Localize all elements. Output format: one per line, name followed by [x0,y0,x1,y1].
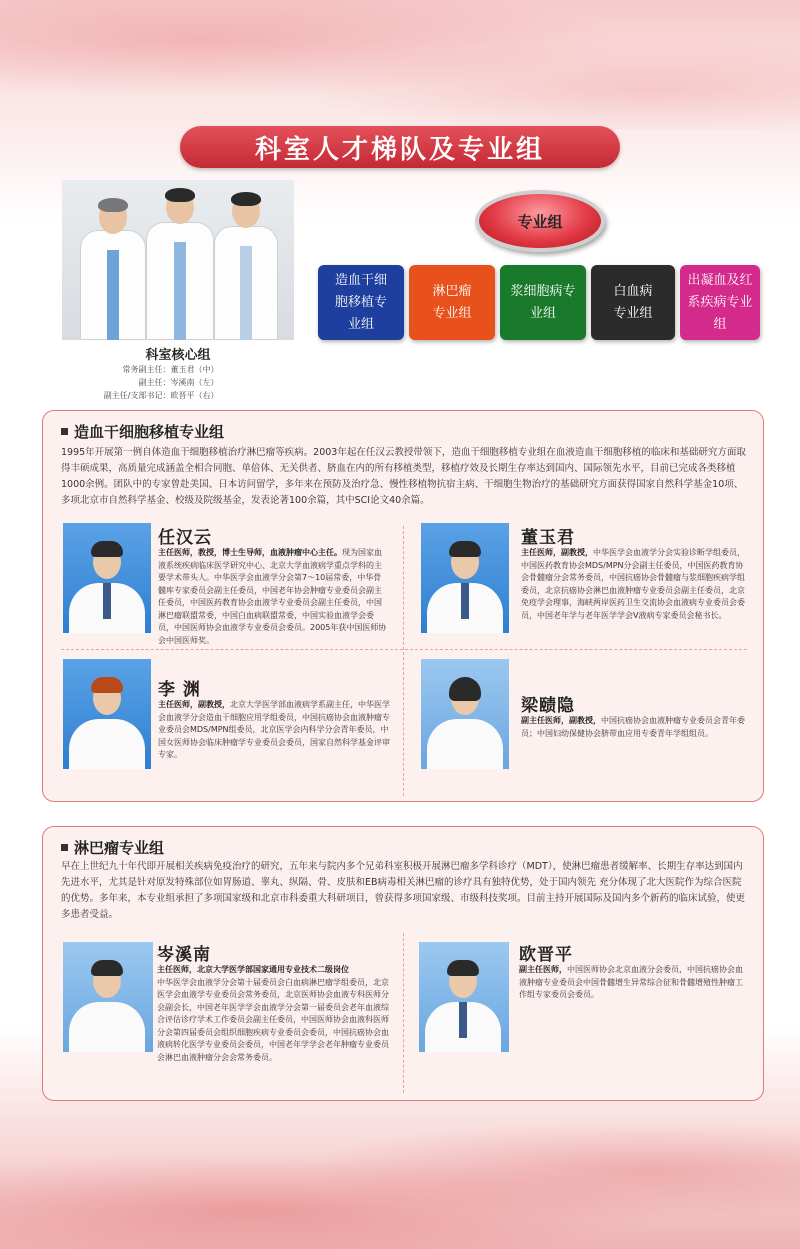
doctor-title: 主任医师，副教授， [158,700,230,709]
background-bottom-decoration [0,1110,800,1249]
doctor-name: 李 渊 [158,680,201,700]
doctor-photo [63,942,153,1052]
specialty-label: 造血干细胞移植专业组 [334,272,387,332]
role-label: 副主任： [138,378,171,387]
doctor-bio [519,964,749,1002]
section-lymphoma-panel [42,826,764,1101]
doctor-bio [521,547,749,622]
section-heading [61,421,224,442]
doctor-title: 副主任医师， [519,965,567,974]
divider [403,526,404,796]
specialty-label: 白血病专业组 [613,283,653,321]
role-name: 欧晋平（右） [170,391,219,400]
role-name: 岑溪南（左） [170,378,219,387]
specialty-label: 出凝血及红系疾病专业组 [687,272,753,332]
section-heading [61,837,164,858]
doctor-bio-text: 中国抗癌协会血液肿瘤专业委员会青年委员；中国妇幼保健协会脐带血应用专委青年学组组员。 [521,716,745,738]
specialty-box-plasma-cell [500,265,586,340]
doctor-title: 主任医师，北京大学医学部国家通用专业技术二级岗位 [157,965,349,974]
doctor-bio-text: 中华医学会血液学分会实验诊断学组委员，中国医药教育协会MDS/MPN分会副主任委员，中国医药教育协会骨髓瘤分会常务委员，中国抗癌协会骨髓瘤与浆细胞疾病学组委员，北京抗癌协会淋巴血液肿瘤专业委员会副主任委员，北京免疫学会理事，海峡两岸医药卫生交流协会血液病专业委员会委员，中国老年学与老年医学学会V液病专家委员会秘书长。 [521,548,745,620]
doctor-title: 主任医师，教授，博士生导师，血液肿瘤中心主任。 [158,548,342,557]
person-left [80,200,146,340]
specialty-label: 淋巴瘤专业组 [432,283,472,321]
doctor-bio [157,964,393,1064]
doctor-bio-text: 中华医学会血液学分会第十届委员会白血病淋巴瘤学组委员，北京医学会血液学专业委员会常务委员，北京医师协会血液专科医师分会副会长，中国老年医学学会血液学分会第一届委员会老年血液综合评估诊疗学术工作委员会副主任委员，中国医师协会血液科医师分会第四届委员会组织细胞疾病专业委员会委员，中国抗癌协会血液病转化医学专业委员会委员，中国老年学学会老年肿瘤专业委员会淋巴血液肿瘤分会会常务委员。 [157,977,389,1062]
divider [403,933,404,1093]
specialty-label: 浆细胞病专业组 [510,283,576,321]
doctor-title: 主任医师，副教授， [521,548,593,557]
section-stem-cell-panel [42,410,764,802]
doctor-name: 梁赜隐 [521,696,575,716]
doctor-title: 副主任医师，副教授， [521,716,601,725]
role-name: 董玉君（中） [170,365,219,374]
doctor-bio [521,715,749,740]
section-description: 1995年开展第一例自体造血干细胞移植治疗淋巴瘤等疾病。2003年起在任汉云教授带领下，造血干细胞移植专业组在血液造血干细胞移植的临床和基础研究方面取得丰硕成果，高质量完成涵盖全相合同胞、单倍体、无关供者、脐血在内的所有移植类型，移植疗效及长期生存率达到国内、国际领先水平，目前已完成各类移植1000余例。团队中的专家曾赴美国、日本访问留学，多年来在预防及治疗急、慢性移植物抗宿主病、干细胞生物治疗的基础研究方面获得国家自然科学基金10项、多项北京市自然科学基金、校级及院级基金，发表论著100余篇，其中SCI论文40余篇。 [61,447,746,506]
doctor-bio [158,547,388,647]
doctor-name: 董玉君 [521,528,575,548]
doctor-photo [421,659,509,769]
section-title: 淋巴瘤专业组 [74,839,165,857]
page-title: 科室人才梯队及专业组 [180,126,620,168]
core-group-photo [62,180,294,340]
background-top-decoration [0,0,800,130]
specialty-center-oval: 专业组 [475,190,605,252]
doctor-bio-text: 中国医师协会北京血液分会委员，中国抗癌协会血液肿瘤专业委员会中国骨髓增生异常综合征和骨髓增殖性肿瘤工作组专家委员会委员。 [519,965,743,999]
specialty-box-coagulation [680,265,760,340]
role-label: 副主任/支部书记： [103,391,171,400]
doctor-photo [63,523,151,633]
doctor-name: 欧晋平 [519,945,573,965]
section-description: 早在上世纪九十年代即开展相关疾病免疫治疗的研究，五年来与院内多个兄弟科室积极开展淋巴瘤多学科诊疗（MDT），使淋巴瘤患者缓解率、长期生存率达到国内先进水平，尤其是针对原发特殊部位如胃肠道、睾丸、纵隔、骨、皮肤和EB病毒相关淋巴瘤的诊疗具有独特优势，处于国内领先 充分体现了北大医院作为综合医院的优势。多年来，本专业组承担了多项国家级和北京市科委重大科研项目，曾获得多项国家级、市级科技奖项。目前主持开展国际及国内多个新药的临床试验，使更多患者受益。 [61,861,746,920]
specialty-box-lymphoma [409,265,495,340]
doctor-photo [63,659,151,769]
person-center [146,190,214,340]
doctor-photo [421,523,509,633]
doctor-bio [158,699,390,762]
person-right [214,194,278,340]
core-group-roles [62,363,294,402]
doctor-bio-text: 北京大学医学部血液病学系副主任，中华医学会血液学分会造血干细胞应用学组委员，中国抗癌协会血液肿瘤专业委员会MDS/MPN组委员，北京医学会内科学分会青年委员，中国女医师协会临床肿瘤学专业委员会委员，国家自然科学基金评审专家。 [158,700,390,759]
core-group-caption: 科室核心组 [145,348,211,363]
square-bullet-icon [61,844,68,851]
section-title: 造血干细胞移植专业组 [74,423,225,441]
doctor-bio-text: 现为国家血液系统疾病临床医学研究中心、北京大学血液病学重点学科的主要学术带头人。中华医学会血液学分会第7～10届常委，中华骨髓库专家委员会副主任委员，中国老年协会肿瘤专业委员会副主任委员，中国医药教育协会血液学专业委员会副主任委员，中国淋巴瘤联盟常委，中国白血病联盟常委，中国实验血液学会委员，中国医师协会血液学专业委员会委员。2005年获中国医师协会中国医师奖。 [158,548,387,645]
specialty-box-stem-cell [318,265,404,340]
divider [61,649,747,650]
doctor-photo [419,942,509,1052]
doctor-name: 岑溪南 [157,945,211,965]
role-label: 常务副主任： [122,365,171,374]
doctor-name: 任汉云 [158,528,212,548]
square-bullet-icon [61,428,68,435]
specialty-box-leukemia [591,265,675,340]
